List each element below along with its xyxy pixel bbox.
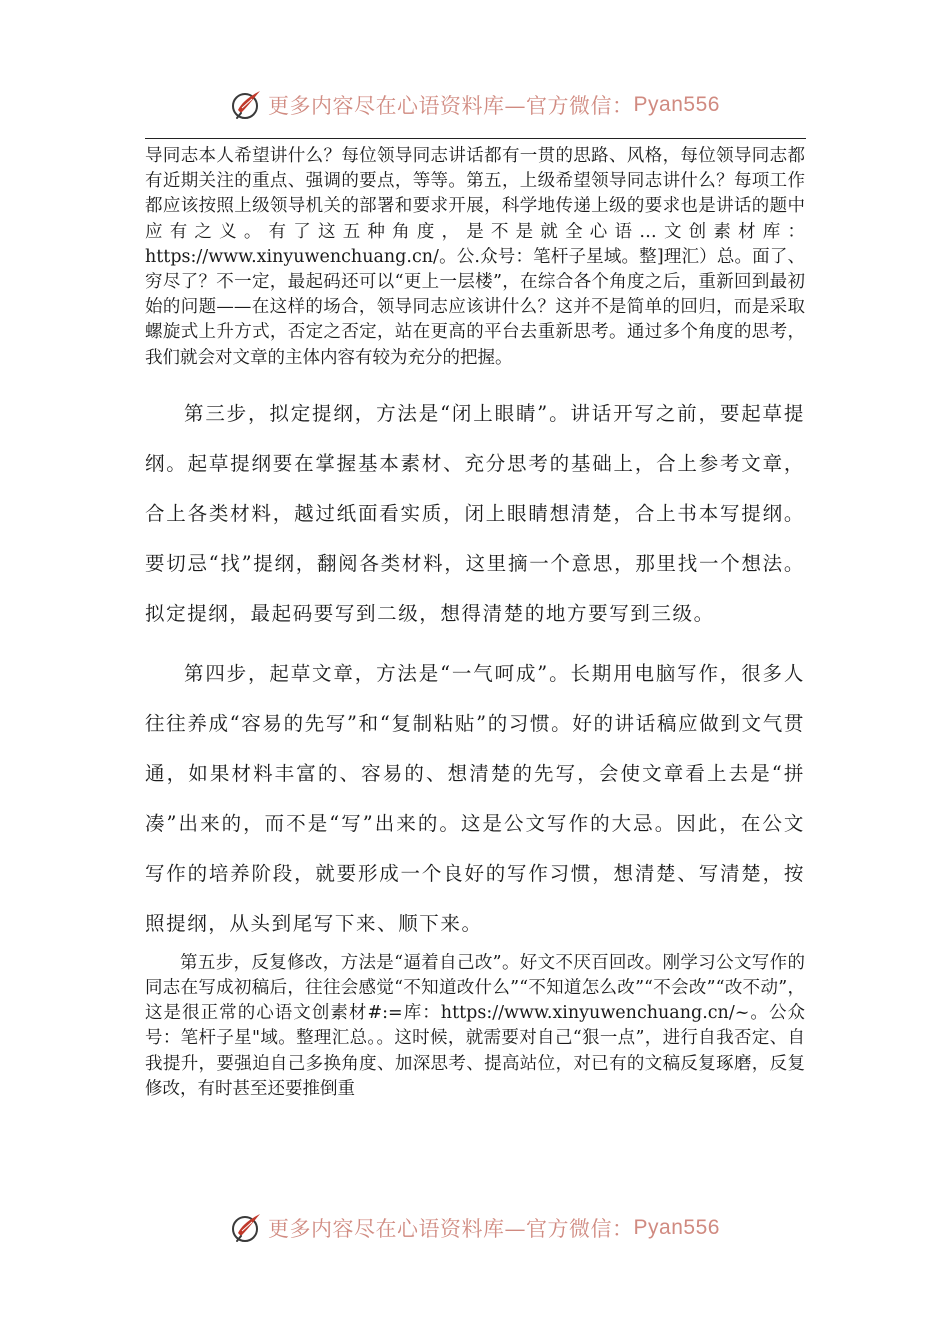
document-body	[145, 144, 805, 1102]
paragraph-step-4: 第四步，起草文章，方法是“一气呵成”。长期用电脑写作，很多人往往养成“容易的先写”和“复制粘贴”的习惯。好的讲话稿应做到文气贯通，如果材料丰富的、容易的、想清楚的先写，会使文章看上去是“拼凑”出来的，而不是“写”出来的。这是公文写作的大忌。因此，在公文写作的培养阶段，就要形成一个良好的写作习惯，想清楚、写清楚，按照提纲，从头到尾写下来、顺下来。	[145, 661, 805, 935]
paragraph-step-3: 第三步，拟定提纲，方法是“闭上眼睛”。讲话开写之前，要起草提纲。起草提纲要在掌握基本素材、充分思考的基础上，合上参考文章，合上各类材料，越过纸面看实质，闭上眼睛想清楚，合上书本写提纲。要切忌“找”提纲，翻阅各类材料，这里摘一个意思，那里找一个想法。拟定提纲，最起码要写到二级，想得清楚的地方要写到三级。	[145, 401, 805, 625]
quill-pen-logo-icon	[230, 1211, 264, 1245]
footer-banner	[0, 1208, 950, 1248]
footer-banner-text: 更多内容尽在心语资料库—官方微信：	[268, 1217, 634, 1241]
header-wechat-id: Pyan556	[633, 93, 720, 116]
header-banner	[0, 85, 950, 125]
header-banner-text: 更多内容尽在心语资料库—官方微信：	[268, 94, 634, 118]
header-divider	[145, 138, 806, 139]
paragraph-step-5: 第五步，反复修改，方法是“逼着自己改”。好文不厌百回改。刚学习公文写作的同志在写成初稿后，往往会感觉“不知道改什么”“不知道怎么改”“不会改”“改不动”，这是很正常的心语文创素材#:=库：https://www.xinyuwenchuang.cn/~。公众号：笔杆子星"域。整理汇总。。这时候，就需要对自己“狠一点”，进行自我否定、自我提升，要强迫自己多换角度、加深思考、提高站位，对已有的文稿反复琢磨，反复修改，有时甚至还要推倒重	[145, 952, 805, 1099]
quill-pen-logo-icon	[230, 88, 264, 122]
paragraph-1: 导同志本人希望讲什么？每位领导同志讲话都有一贯的思路、风格，每位领导同志都有近期关注的重点、强调的要点，等等。第五，上级希望领导同志讲什么？每项工作都应该按照上级领导机关的部署和要求开展，科学地传递上级的要求也是讲话的题中应有之义。有了这五种角度，是不是就全心语…文创素材库：https://www.xinyuwenchuang.cn/。公.众号：笔杆子星域。整]理汇）总。面了、穷尽了？不一定，最起码还可以“更上一层楼”，在综合各个角度之后，重新回到最初始的问题——在这样的场合，领导同志应该讲什么？这并不是简单的回归，而是采取螺旋式上升方式，否定之否定，站在更高的平台去重新思考。通过多个角度的思考，我们就会对文章的主体内容有较为充分的把握。	[145, 146, 805, 368]
footer-wechat-id: Pyan556	[633, 1216, 720, 1239]
